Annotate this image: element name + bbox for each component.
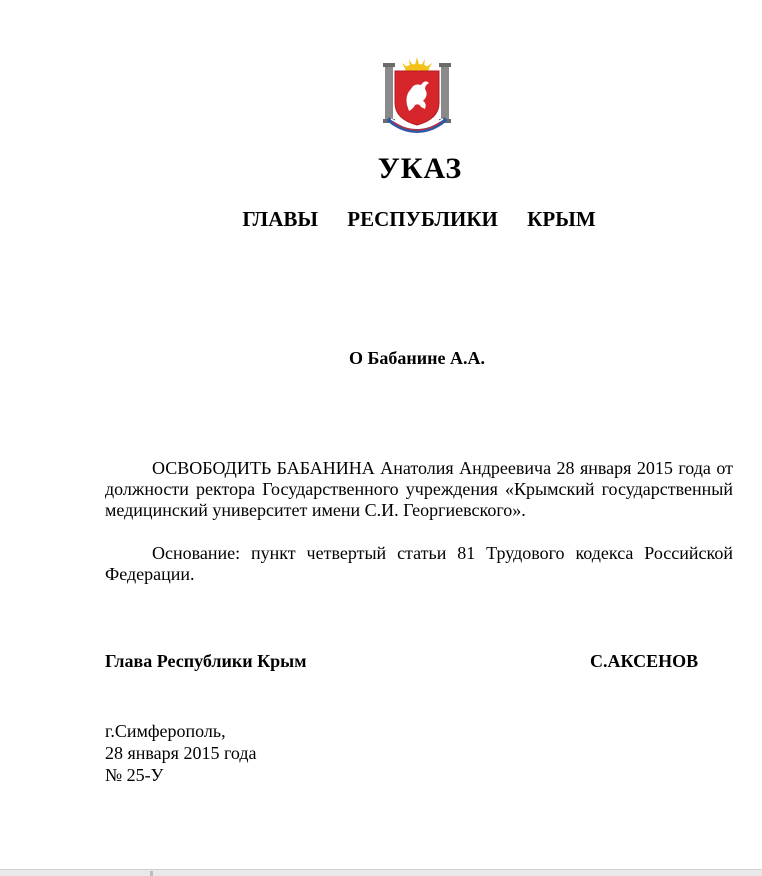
signature-position: Глава Республики Крым xyxy=(105,651,307,671)
signature-name: С.АКСЕНОВ xyxy=(590,651,699,671)
document-title: УКАЗ xyxy=(377,152,463,185)
scrollbar-thumb[interactable] xyxy=(150,871,153,876)
crimea-coat-of-arms-icon xyxy=(381,55,453,133)
document-footer xyxy=(105,720,257,786)
document-subject: О Бабанине А.А. xyxy=(348,348,485,368)
document-subtitle: ГЛАВЫ РЕСПУБЛИКИ КРЫМ xyxy=(242,207,596,231)
horizontal-scrollbar[interactable] xyxy=(0,869,762,876)
footer-date: 28 января 2015 года xyxy=(105,743,257,763)
footer-place: г.Симферополь, xyxy=(105,721,226,741)
decree-paragraph: ОСВОБОДИТЬ БАБАНИНА Анатолия Андреевича 28 января 2015 года от должности ректора Государственного учреждения «Крымский государственный медицинский университет имени С.И. Георгиевского». xyxy=(105,458,733,520)
footer-number: № 25-У xyxy=(105,765,164,785)
basis-paragraph: Основание: пункт четвертый статьи 81 Трудового кодекса Российской Федерации. xyxy=(105,543,733,584)
